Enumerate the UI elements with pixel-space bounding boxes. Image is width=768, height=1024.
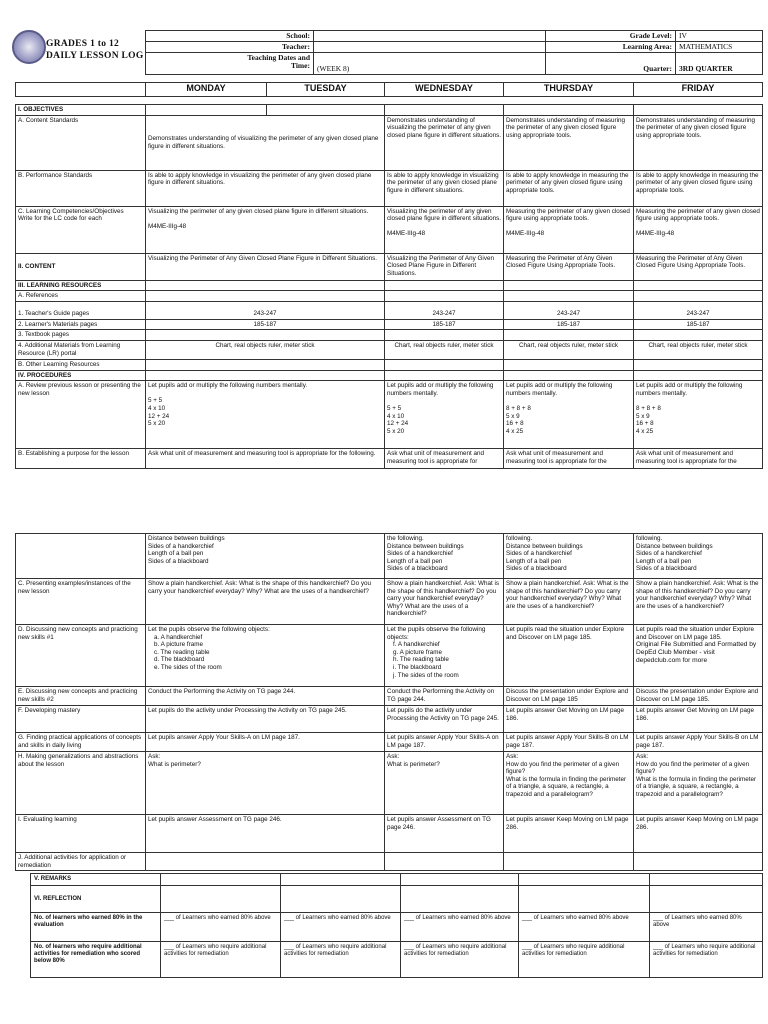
- performance-standards-label: B. Performance Standards: [16, 170, 146, 206]
- lm-pages-thu: 185-187: [504, 319, 634, 330]
- list-item: a. A handkerchief: [154, 633, 203, 641]
- reflection-b-thu: ___ of Learners who require additional activities for remediation: [519, 942, 650, 978]
- applications-thu: Let pupils answer Apply Your Skills-B on LM page 187.: [504, 733, 634, 752]
- discussing-1-thu: Let pupils read the situation under Explore and Discover on LM page 185.: [504, 625, 634, 687]
- content-standards-mon-tue: Demonstrates understanding of visualizing the perimeter of any given closed plane figure in different situations.: [146, 115, 385, 170]
- content-thu: Measuring the Perimeter of Any Given Closed Figure Using Appropriate Tools.: [504, 253, 634, 280]
- evaluating-label: I. Evaluating learning: [16, 815, 146, 853]
- reflection-a-fri: ___ of Learners who earned 80% above: [650, 913, 763, 942]
- content-standards-fri: Demonstrates understanding of measuring the perimeter of any given closed figure using appropriate tools.: [634, 115, 763, 170]
- presenting-label: C. Presenting examples/instances of the new lesson: [16, 579, 146, 625]
- generalizations-fri: Ask: How do you find the perimeter of a given figure? What is the formula in finding the perimeter of a triangle, a square, a rectangle, a trapezoid and a parallelogram?: [634, 752, 763, 815]
- teacher-label: Teacher:: [146, 42, 314, 53]
- list-item: e. The sides of the room: [154, 663, 222, 671]
- content-standards-thu: Demonstrates understanding of measuring the perimeter of any given closed figure using appropriate tools.: [504, 115, 634, 170]
- school-label: School:: [146, 31, 314, 42]
- reflection-a-tue: ___ of Learners who earned 80% above: [281, 913, 401, 942]
- review-label: A. Review previous lesson or presenting the new lesson: [16, 381, 146, 449]
- day-wednesday: WEDNESDAY: [385, 83, 504, 97]
- reflection-b-mon: ___ of Learners who require additional activities for remediation: [161, 942, 281, 978]
- continued-label-cell: [16, 534, 146, 579]
- additional-materials-label: 4. Additional Materials from Learning Resource (LR) portal: [16, 340, 146, 359]
- discussing-2-fri: Discuss the presentation under Explore and Discover on LM page 185.: [634, 687, 763, 706]
- competencies-mon-tue: Visualizing the perimeter of any given closed plane figure in different situations. M4ME-IIIg-48: [146, 206, 385, 253]
- content-fri: Measuring the Perimeter of Any Given Closed Figure Using Appropriate Tools.: [634, 253, 763, 280]
- content-wed: Visualizing the Perimeter of Any Given Closed Plane Figure in Different Situations.: [385, 253, 504, 280]
- tg-pages-thu: 243-247: [504, 301, 634, 319]
- purpose-cont-wed: the following. Distance between buildings Sides of a handkerchief Length of a ball pen Sides of a blackboard: [385, 534, 504, 579]
- content-standards-label: A. Content Standards: [16, 115, 146, 170]
- competencies-thu: Measuring the perimeter of any given closed figure using appropriate tools. M4ME-IIIg-48: [504, 206, 634, 253]
- list-item: d. The blackboard: [154, 656, 205, 664]
- list-item: j. The sides of the room: [393, 671, 459, 679]
- performance-standards-wed: Is able to apply knowledge in visualizing the perimeter of any given closed plane figure in different situations.: [385, 170, 504, 206]
- teaching-dates-value: (WEEK 8): [314, 53, 546, 75]
- applications-wed: Let pupils answer Apply Your Skills-A on LM page 187.: [385, 733, 504, 752]
- tg-pages-mon-tue: 243-247: [146, 301, 385, 319]
- purpose-fri: Ask what unit of measurement and measuring tool is appropriate for the: [634, 449, 763, 469]
- presenting-mon-tue: Show a plain handkerchief. Ask: What is the shape of this handkerchief? Do you carry your handkerchief everyday? Why? What are the uses of a handkerchief?: [146, 579, 385, 625]
- generalizations-thu: Ask: How do you find the perimeter of a given figure? What is the formula in finding the perimeter of a triangle, a square, a rectangle, a trapezoid and a parallelogram?: [504, 752, 634, 815]
- list-item: f. A handkerchief: [393, 641, 440, 649]
- document-title: [46, 38, 144, 62]
- reflection-a-wed: ___ of Learners who earned 80% above: [401, 913, 519, 942]
- list-item: b. A picture frame: [154, 641, 204, 649]
- presenting-fri: Show a plain handkerchief. Ask: What is the shape of this handkerchief? Do you carry your handkerchief everyday? Why? What are the uses of a handkerchief?: [634, 579, 763, 625]
- references-label: A. References: [16, 291, 146, 302]
- discussing-2-wed: Conduct the Performing the Activity on TG page 244.: [385, 687, 504, 706]
- additional-materials-thu: Chart, real objects ruler, meter stick: [504, 340, 634, 359]
- other-resources-label: B. Other Learning Resources: [16, 359, 146, 370]
- purpose-cont-mon-tue: Distance between buildings Sides of a handkerchief Length of a ball pen Sides of a blackboard: [146, 534, 385, 579]
- purpose-thu: Ask what unit of measurement and measuring tool is appropriate for the: [504, 449, 634, 469]
- mastery-mon-tue: Let pupils do the activity under Processing the Activity on TG page 245.: [146, 706, 385, 733]
- quarter-label: Quarter:: [546, 53, 676, 75]
- review-mon-tue: Let pupils add or multiply the following numbers mentally. 5 + 5 4 x 10 12 + 24 5 x 20: [146, 381, 385, 449]
- header-table: [145, 30, 763, 75]
- competencies-fri: Measuring the perimeter of any given closed figure using appropriate tools. M4ME-IIIg-48: [634, 206, 763, 253]
- performance-standards-mon-tue: Is able to apply knowledge in visualizing the perimeter of any given closed plane figure in different situations.: [146, 170, 385, 206]
- additional-materials-wed: Chart, real objects ruler, meter stick: [385, 340, 504, 359]
- discussing-1-label: D. Discussing new concepts and practicing new skills #1: [16, 625, 146, 687]
- reflection-label: VI. REFLECTION: [31, 886, 161, 913]
- evaluating-wed: Let pupils answer Assessment on TG page 246.: [385, 815, 504, 853]
- list-item: c. The reading table: [154, 648, 210, 656]
- content-standards-wed: Demonstrates understanding of visualizing the perimeter of any given closed plane figure in different situations.: [385, 115, 504, 170]
- deped-seal-logo: [12, 30, 46, 64]
- grade-level-value: IV: [676, 31, 763, 42]
- teaching-dates-label: Teaching Dates and Time:: [146, 53, 314, 75]
- lm-pages-mon-tue: 185-187: [146, 319, 385, 330]
- learners-materials-label: 2. Learner's Materials pages: [16, 319, 146, 330]
- generalizations-label: H. Making generalizations and abstractions about the lesson: [16, 752, 146, 815]
- mastery-fri: Let pupils answer Get Moving on LM page 186.: [634, 706, 763, 733]
- discussing-2-mon-tue: Conduct the Performing the Activity on TG page 244.: [146, 687, 385, 706]
- reflection-row-b-label: No. of learners who require additional activities for remediation who scored below 80%: [31, 942, 161, 978]
- learning-area-label: Learning Area:: [546, 42, 676, 53]
- purpose-cont-fri: following. Distance between buildings Sides of a handkerchief Length of a ball pen Sides of a blackboard: [634, 534, 763, 579]
- applications-mon-tue: Let pupils answer Apply Your Skills-A on LM page 187.: [146, 733, 385, 752]
- generalizations-wed: Ask: What is perimeter?: [385, 752, 504, 815]
- teachers-guide-label: 1. Teacher's Guide pages: [16, 301, 146, 319]
- list-item: i. The blackboard: [393, 663, 442, 671]
- day-friday: FRIDAY: [634, 83, 763, 97]
- review-fri: Let pupils add or multiply the following numbers mentally. 8 + 8 + 8 5 x 9 16 + 8 4 x 25: [634, 381, 763, 449]
- additional-materials-fri: Chart, real objects ruler, meter stick: [634, 340, 763, 359]
- evaluating-thu: Let pupils answer Keep Moving on LM page 286.: [504, 815, 634, 853]
- presenting-thu: Show a plain handkerchief. Ask: What is the shape of this handkerchief? Do you carry your handkerchief everyday? Why? What are the uses of a handkerchief?: [504, 579, 634, 625]
- discussing-1-wed: Let the pupils observe the following objects: f. A handkerchief g. A picture frame h. The reading table i. The blackboard j. The sides of the room: [385, 625, 504, 687]
- learning-resources-heading: III. LEARNING RESOURCES: [16, 280, 146, 291]
- discussing-2-thu: Discuss the presentation under Explore and Discover on LM page 185: [504, 687, 634, 706]
- purpose-label: B. Establishing a purpose for the lesson: [16, 449, 146, 469]
- tg-pages-fri: 243-247: [634, 301, 763, 319]
- purpose-mon-tue: Ask what unit of measurement and measuring tool is appropriate for the following.: [146, 449, 385, 469]
- objectives-heading: I. OBJECTIVES: [16, 105, 146, 116]
- discussing-2-label: E. Discussing new concepts and practicing new skills #2: [16, 687, 146, 706]
- content-label: II. CONTENT: [16, 253, 146, 280]
- list-item: g. A picture frame: [393, 648, 443, 656]
- lesson-log-table-page1: [15, 82, 763, 469]
- applications-fri: Let pupils answer Apply Your Skills-B on LM page 187.: [634, 733, 763, 752]
- lm-pages-wed: 185-187: [385, 319, 504, 330]
- depedclub-note: Original File Submitted and Formatted by DepEd Club Member - visit depedclub.com for more: [636, 641, 757, 665]
- generalizations-mon-tue: Ask: What is perimeter?: [146, 752, 385, 815]
- textbook-pages-label: 3. Textbook pages: [16, 330, 146, 341]
- day-tuesday: TUESDAY: [267, 83, 385, 97]
- quarter-value: 3RD QUARTER: [676, 53, 763, 75]
- reflection-row-a-label: No. of learners who earned 80% in the evaluation: [31, 913, 161, 942]
- reflection-b-fri: ___ of Learners who require additional activities for remediation: [650, 942, 763, 978]
- tg-pages-wed: 243-247: [385, 301, 504, 319]
- performance-standards-fri: Is able to apply knowledge in measuring the perimeter of any given closed figure using appropriate tools.: [634, 170, 763, 206]
- reflection-b-wed: ___ of Learners who require additional activities for remediation: [401, 942, 519, 978]
- purpose-cont-thu: following. Distance between buildings Sides of a handkerchief Length of a ball pen Sides of a blackboard: [504, 534, 634, 579]
- remarks-label: V. REMARKS: [31, 874, 161, 886]
- day-monday: MONDAY: [146, 83, 267, 97]
- grade-level-label: Grade Level:: [546, 31, 676, 42]
- additional-materials-mon-tue: Chart, real objects ruler, meter stick: [146, 340, 385, 359]
- discussing-1-fri: Let pupils read the situation under Explore and Discover on LM page 185. Original File Submitted and Formatted by DepEd Club Member - visit depedclub.com for more: [634, 625, 763, 687]
- remarks-reflection-table: [30, 873, 763, 978]
- procedures-heading: IV. PROCEDURES: [16, 370, 146, 381]
- corner-cell: [16, 83, 146, 97]
- additional-activities-label: J. Additional activities for application or remediation: [16, 853, 146, 871]
- applications-label: G. Finding practical applications of concepts and skills in daily living: [16, 733, 146, 752]
- lesson-log-table-page2: [15, 533, 763, 871]
- competencies-wed: Visualizing the perimeter of any given closed plane figure in different situations. M4ME-IIIg-48: [385, 206, 504, 253]
- title-line-1: GRADES 1 to 12: [46, 39, 120, 49]
- title-line-2: DAILY LESSON LOG: [46, 51, 144, 61]
- lm-pages-fri: 185-187: [634, 319, 763, 330]
- list-item: h. The reading table: [393, 656, 449, 664]
- evaluating-fri: Let pupils answer Keep Moving on LM page 286.: [634, 815, 763, 853]
- day-thursday: THURSDAY: [504, 83, 634, 97]
- review-wed: Let pupils add or multiply the following numbers mentally. 5 + 5 4 x 10 12 + 24 5 x 20: [385, 381, 504, 449]
- reflection-a-mon: ___ of Learners who earned 80% above: [161, 913, 281, 942]
- mastery-thu: Let pupils answer Get Moving on LM page 186.: [504, 706, 634, 733]
- mastery-wed: Let pupils do the activity under Processing the Activity on TG page 245.: [385, 706, 504, 733]
- school-value: [314, 31, 546, 42]
- teacher-value: [314, 42, 546, 53]
- reflection-b-tue: ___ of Learners who require additional activities for remediation: [281, 942, 401, 978]
- learning-area-value: MATHEMATICS: [676, 42, 763, 53]
- performance-standards-thu: Is able to apply knowledge in measuring the perimeter of any given closed figure using appropriate tools.: [504, 170, 634, 206]
- purpose-wed: Ask what unit of measurement and measuring tool is appropriate for: [385, 449, 504, 469]
- discussing-1-mon-tue: Let the pupils observe the following objects: a. A handkerchief b. A picture frame c. The reading table d. The blackboard e. The sides of the room: [146, 625, 385, 687]
- evaluating-mon-tue: Let pupils answer Assessment on TG page 246.: [146, 815, 385, 853]
- mastery-label: F. Developing mastery: [16, 706, 146, 733]
- competencies-label: C. Learning Competencies/Objectives Write for the LC code for each: [16, 206, 146, 253]
- review-thu: Let pupils add or multiply the following numbers mentally. 8 + 8 + 8 5 x 9 16 + 8 4 x 25: [504, 381, 634, 449]
- content-mon-tue: Visualizing the Perimeter of Any Given Closed Plane Figure in Different Situations.: [146, 253, 385, 280]
- reflection-a-thu: ___ of Learners who earned 80% above: [519, 913, 650, 942]
- presenting-wed: Show a plain handkerchief. Ask: What is the shape of this handkerchief? Do you carry your handkerchief everyday? Why? What are the uses of a handkerchief?: [385, 579, 504, 625]
